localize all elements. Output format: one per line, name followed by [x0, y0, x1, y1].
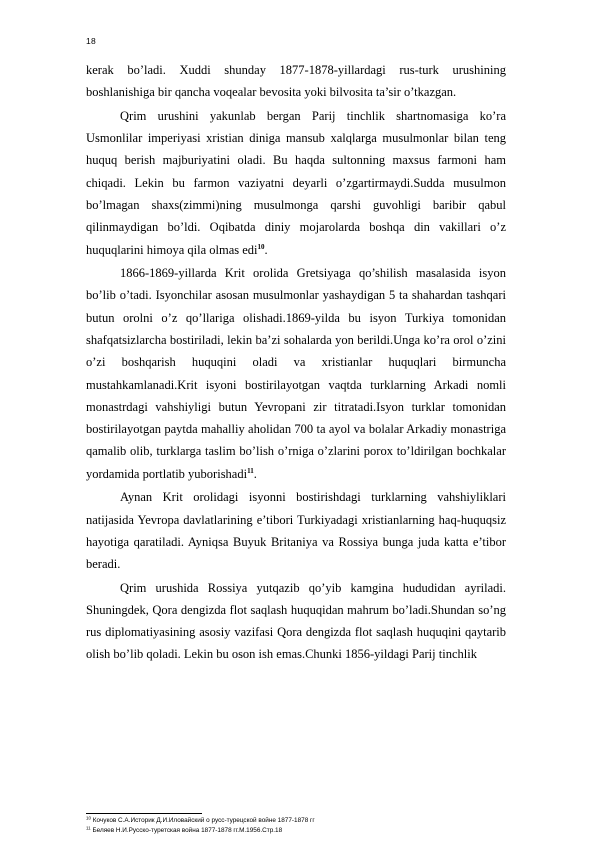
page-number: 18 — [86, 36, 97, 46]
footnote-ref-10[interactable]: 10 — [257, 242, 265, 251]
footnote-number: 11 — [86, 825, 91, 831]
paragraph-5: Qrim urushida Rossiya yutqazib qo’yib kamgina hududidan ayriladi. Shuningdek, Qora dengizda flot saqlash huquqidan mahrum bo’ladi.Shundan so’ng rus diplomatiyasining asosiy vazifasi Qora dengizda flot saqlash huquqini qaytarib olish bo’lib qoladi. Lekin bu oson ish emas.Chunki 1856-yildagi Parij tinchlik — [86, 580, 506, 662]
footnotes — [86, 816, 506, 836]
paragraph-3 — [86, 262, 506, 485]
footnote-10 — [86, 816, 506, 826]
paragraph-2 — [86, 105, 506, 261]
paragraph-4: Aynan Krit orolidagi isyonni bostirishdagi turklarning vahshiyliklari natijasida Yevropa davlatlarining e’tibori Turkiyadagi xristianlarning haq-huquqsiz hayotiga qaratiladi. Ayniqsa Buyuk Britaniya va Rossiya bunga juda katta e’tibor beradi. — [86, 490, 506, 572]
body-text — [86, 59, 506, 667]
footnote-11 — [86, 826, 506, 836]
paragraph-3-text: 1866-1869-yillarda Krit orolida Gretsiyaga qo’shilish masalasida isyon bo’lib o’tadi. Isyonchilar asosan musulmonlar yashaydigan 5 ta shahardan tashqari butun orolni o’z qo’llariga olishadi.1869-yilda bu isyon Turkiya tomonidan shafqatsizlarcha bostiriladi, lekin ba’zi sohalarda yon berildi.Unga ko’ra orol o’zini o’zi boshqarish huquqini oladi va xristianlar huquqlari birmuncha mustahkamlanadi.Krit isyoni bostirilayotgan vaqtda turklarning Arkadi nomli monastrdagi vahshiyligi butun Yevropani zir titratadi.Isyon turklar tomonidan bostirilayotgan paytda mahalliy aholidan 700 ta ayol va bolalar Arkadiy monastriga qamalib olib, turklarga taslim bo’lish o’rniga o’zlarini porox to’ldirilgan bochkalar yordamida portlatib yuborishadi — [86, 266, 506, 481]
footnote-number: 10 — [86, 815, 92, 821]
footnote-text: Беляев Н.И.Русско-туретская война 1877-1878 гг.М.1956.Стр.18 — [90, 827, 283, 834]
footnote-ref-11[interactable]: 11 — [247, 466, 254, 475]
paragraph-1: kerak bo’ladi. Xuddi shunday 1877-1878-yillardagi rus-turk urushining boshlanishiga bir qancha voqealar bevosita yoki bilvosita ta’sir o’tkazgan. — [86, 63, 506, 100]
paragraph-3-end: . — [253, 466, 257, 481]
footnote-separator — [86, 813, 202, 814]
paragraph-2-end: . — [264, 242, 268, 257]
footnote-text: Кочуков С.А.Историк Д.И.Иловайский о русс-турецской войне 1877-1878 гг — [91, 817, 315, 824]
paragraph-2-text: Qrim urushini yakunlab bergan Parij tinchlik shartnomasiga ko’ra Usmonlilar imperiyasi xristian diniga mansub xalqlarga musulmonlar bilan teng huquq berish majburiyatini oladi. Bu haqda sultonning maxsus farmoni ham chiqadi. Lekin bu farmon vaziyatni deyarli o’zgartirmaydi.Sudda musulmon bo’lmagan shaxs(zimmi)ning musulmonga qarshi guvohligi baribir qabul qilinmaydigan bo’ldi. Oqibatda diniy mojarolarda boshqa din vakillari o’z huquqlarini himoya qila olmas edi — [86, 108, 506, 257]
